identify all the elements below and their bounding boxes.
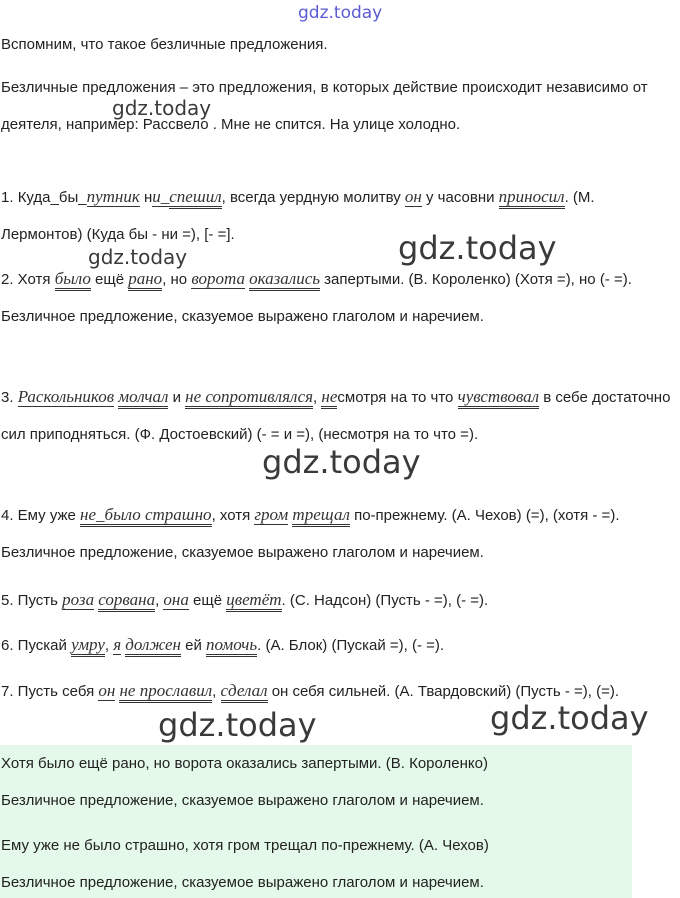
sentence-3: 3. Раскольников молчал и не сопротивлялся, несмотря на то что чувствовал в себе достаточно сил приподняться. (Ф. Достоевский) (- = и =), (несмотря на то что =). (1, 387, 671, 443)
watermark: gdz.today (490, 699, 649, 737)
answer-line-1: Хотя было ещё рано, но ворота оказались запертыми. (В. Короленко) (1, 755, 488, 772)
watermark: gdz.today (88, 245, 188, 269)
definition-text: Безличные предложения – это предложения, в которых действие происходит независимо от деятеля, например: Рассвело . Мне не спится. На улице холодно. (1, 79, 648, 133)
watermark: gdz.today (112, 96, 212, 120)
answer-line-2: Безличное предложение, сказуемое выражено глаголом и наречием. (1, 792, 484, 809)
sentence-5: 5. Пусть роза сорвана, она ещё цветёт. (С. Надсон) (Пусть - =), (- =). (1, 582, 676, 620)
answer-line-4: Безличное предложение, сказуемое выражено глаголом и наречием. (1, 874, 484, 891)
sentence-1: 1. Куда_бы_путник ни_спешил, всегда уердную молитву он у часовни приносил. (М. Лермонтов) (Куда бы - ни =), [- =]. (1, 187, 595, 243)
sentence-2: 2. Хотя было ещё рано, но ворота оказались запертыми. (В. Короленко) (Хотя =), но (- =). Безличное предложение, сказуемое выражено глаголом и наречием. (1, 269, 632, 325)
sentence-4: 4. Ему уже не_было страшно, хотя гром трещал по-прежнему. (А. Чехов) (=), (хотя - =). Безличное предложение, сказуемое выражено глаголом и наречием. (1, 505, 620, 561)
watermark: gdz.today (158, 706, 317, 744)
sentence-7: 7. Пусть себя он не прославил, сделал он себя сильней. (А. Твардовский) (Пусть - =), (=). (1, 673, 676, 711)
watermark: gdz.today (398, 229, 557, 267)
watermark: gdz.today (262, 443, 421, 481)
answer-line-3: Ему уже не было страшно, хотя гром трещал по-прежнему. (А. Чехов) (1, 837, 489, 854)
watermark: gdz.today (298, 3, 383, 23)
answer-panel (0, 745, 632, 898)
intro-text: Вспомним, что такое безличные предложения. (1, 36, 328, 53)
sentence-6: 6. Пускай умру, я должен ей помочь. (А. Блок) (Пускай =), (- =). (1, 627, 676, 665)
